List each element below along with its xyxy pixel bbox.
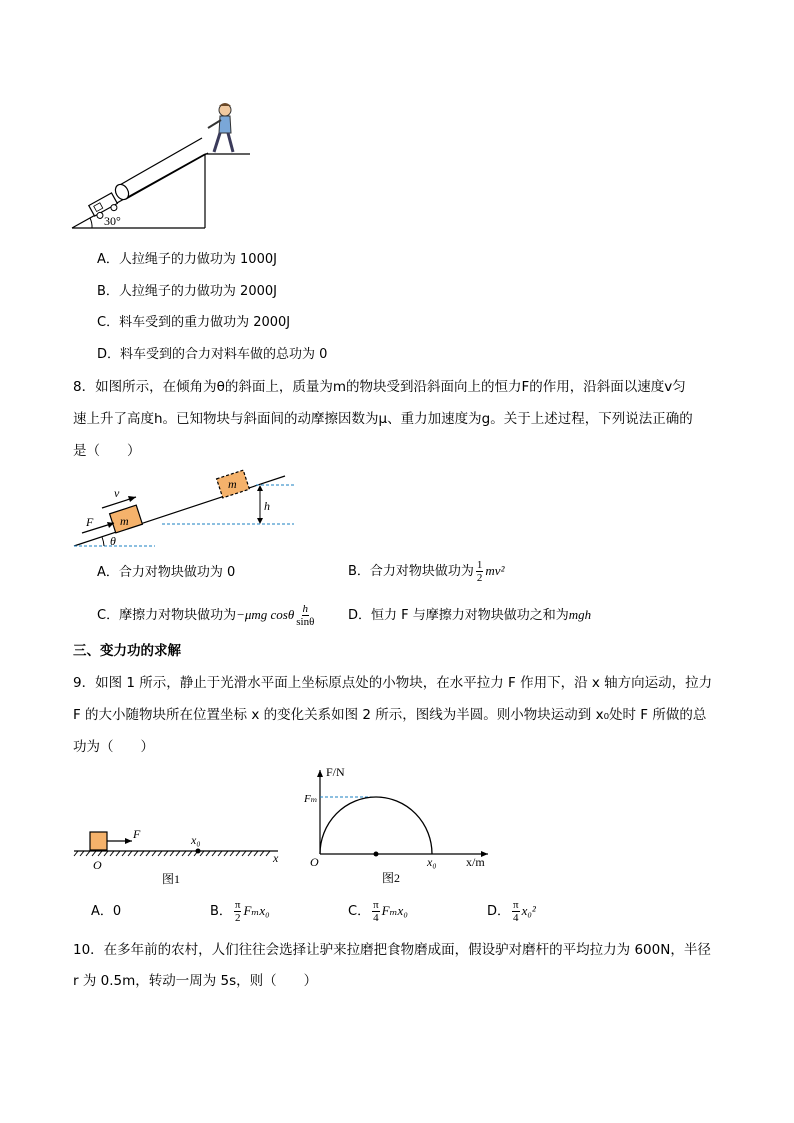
q9-fig1-force-label: F — [133, 827, 141, 841]
q8-stem-line2: 速上升了高度h。已知物块与斜面间的动摩擦因数为μ、重力加速度为g。关于上述过程，下列说法正确的 — [73, 411, 693, 427]
q9-option-c-num: π — [373, 899, 379, 911]
q7-incline-figure — [70, 98, 255, 233]
q8-option-b-fraction — [476, 559, 484, 584]
q9-fig1-origin-label: O — [93, 858, 102, 872]
q8-option-d-prefix: D．恒力 F 与摩擦力对物块做功之和为 — [348, 608, 569, 623]
q9-option-d-expr: x₀² — [521, 903, 536, 918]
q8-option-b-num: 1 — [476, 559, 483, 571]
q9-fig2-fm-label: Fₘ — [304, 793, 318, 805]
q8-incline-figure — [70, 466, 295, 554]
q9-fig1-x0-label: x₀ — [191, 833, 201, 847]
q9-option-d-num: π — [513, 899, 519, 911]
q9-stem-line3: 功为（ ） — [73, 739, 154, 755]
q7-option-d: D．料车受到的合力对料车做的总功为 0 — [97, 347, 328, 362]
q8-option-c-fraction — [296, 603, 314, 628]
q9-option-c — [348, 899, 408, 924]
q9-fig2-origin-label: O — [310, 855, 319, 869]
q9-fig2-xlabel: x/m — [466, 855, 485, 869]
q8-option-d-expr: mgh — [568, 607, 592, 622]
q8-option-c-expr: −μmg cosθ — [236, 607, 295, 622]
q9-option-c-expr: Fₘx₀ — [381, 903, 408, 918]
q9-fig1-x-label: x — [273, 851, 279, 865]
q7-option-a: A．人拉绳子的力做功为 1000J — [97, 252, 277, 267]
q9-option-b-prefix: B． — [210, 904, 232, 919]
q9-fig1-caption: 图1 — [162, 872, 181, 886]
q8-block-m-upper: m — [228, 477, 237, 491]
q9-option-d-prefix: D． — [487, 904, 511, 919]
q8-height-label: h — [264, 499, 270, 513]
q9-fig2-x0-label: x₀ — [427, 855, 437, 869]
q8-velocity-label: v — [114, 486, 120, 500]
q8-block-m-lower: m — [120, 514, 129, 528]
q8-option-b-den: 2 — [476, 572, 483, 584]
q8-option-d — [348, 605, 591, 626]
q9-option-b-fraction — [234, 899, 242, 924]
q7-angle-label: 30° — [104, 214, 121, 228]
q8-force-label: F — [86, 515, 94, 529]
q8-option-c — [97, 603, 316, 628]
q8-option-b-expr: mv² — [485, 563, 505, 578]
q9-option-d-fraction — [512, 899, 520, 924]
q9-option-b — [210, 899, 270, 924]
q8-option-c-prefix: C．摩擦力对物块做功为 — [97, 608, 237, 623]
q9-stem-line1: 9．如图 1 所示，静止于光滑水平面上坐标原点处的小物块，在水平拉力 F 作用下，沿 x 轴方向运动，拉力 — [73, 675, 713, 691]
q9-option-c-den: 4 — [373, 912, 379, 924]
q8-option-b — [348, 559, 504, 584]
q8-option-b-prefix: B．合力对物块做功为 — [348, 564, 474, 579]
q7-option-c: C．料车受到的重力做功为 2000J — [97, 315, 291, 330]
q10-stem-line2: r 为 0.5m，转动一周为 5s，则（ ） — [73, 973, 318, 989]
q8-option-c-num: h — [302, 603, 309, 615]
q9-fig2-caption: 图2 — [382, 871, 401, 885]
q9-option-c-prefix: C． — [348, 904, 371, 919]
q8-theta-label: θ — [110, 534, 116, 548]
q9-option-d-den: 4 — [513, 912, 519, 924]
q10-stem-line1: 10．在多年前的农村，人们往往会选择让驴来拉磨把食物磨成面，假设驴对磨杆的平均拉力为 600N，半径 — [73, 942, 711, 958]
q9-figure-2 — [298, 760, 498, 890]
q9-figure-1 — [70, 820, 285, 890]
q9-option-a: A．0 — [91, 904, 122, 919]
q8-stem-line3: 是（ ） — [73, 443, 141, 459]
q9-option-c-fraction — [372, 899, 380, 924]
q9-option-b-expr: Fₘx₀ — [243, 903, 270, 918]
q8-option-c-den: sinθ — [296, 616, 315, 628]
q9-fig2-ylabel: F/N — [326, 765, 345, 779]
q9-option-b-den: 2 — [234, 912, 241, 924]
q7-option-b: B．人拉绳子的力做功为 2000J — [97, 284, 277, 299]
q9-stem-line2: F 的大小随物块所在位置坐标 x 的变化关系如图 2 所示，图线为半圆。则小物块运动到 x₀处时 F 所做的总 — [73, 707, 707, 723]
q9-option-d — [487, 899, 536, 924]
section-title: 三、变力功的求解 — [73, 643, 181, 659]
q8-stem-line1: 8．如图所示，在倾角为θ的斜面上，质量为m的物块受到沿斜面向上的恒力F的作用，沿斜面以速度v匀 — [73, 379, 686, 395]
q8-option-a: A．合力对物块做功为 0 — [97, 565, 236, 580]
q9-option-b-num: π — [234, 899, 241, 911]
